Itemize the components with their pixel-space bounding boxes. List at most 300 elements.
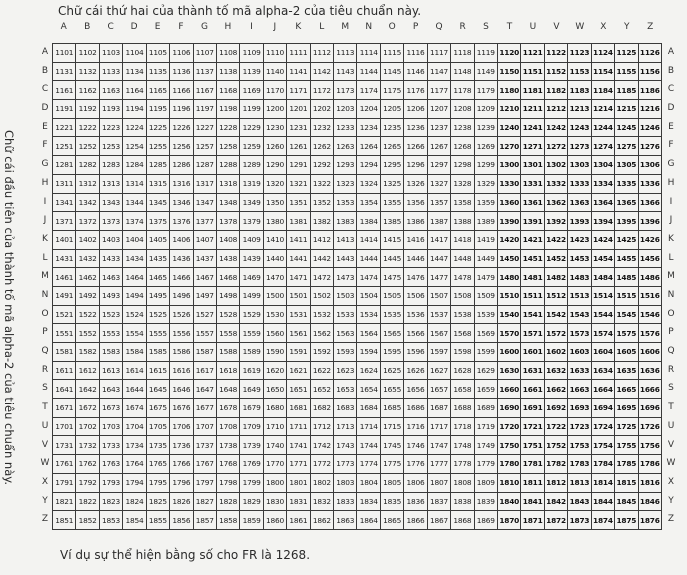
table-cell: 1345	[146, 193, 169, 212]
table-row	[53, 156, 662, 175]
table-cell: 1623	[334, 361, 357, 380]
table-cell: 1173	[334, 81, 357, 100]
table-cell: 1105	[146, 44, 169, 63]
table-row	[53, 62, 662, 81]
table-cell: 1176	[404, 81, 427, 100]
table-cell: 1203	[334, 100, 357, 119]
table-cell: 1477	[427, 268, 450, 287]
table-row	[53, 193, 662, 212]
table-cell: 1246	[638, 118, 661, 137]
table-cell: 1327	[427, 174, 450, 193]
table-cell: 1204	[357, 100, 380, 119]
table-cell: 1426	[638, 230, 661, 249]
table-cell: 1452	[544, 249, 567, 268]
row-header: R	[667, 364, 675, 375]
table-cell: 1392	[544, 212, 567, 231]
table-cell: 1738	[216, 436, 239, 455]
table-cell: 1299	[474, 156, 497, 175]
table-cell: 1852	[76, 511, 99, 530]
table-cell: 1225	[146, 118, 169, 137]
table-cell: 1571	[521, 324, 544, 343]
table-cell: 1602	[544, 343, 567, 362]
table-cell: 1535	[380, 305, 403, 324]
table-cell: 1536	[404, 305, 427, 324]
table-cell: 1555	[146, 324, 169, 343]
table-cell: 1691	[521, 399, 544, 418]
table-cell: 1281	[53, 156, 76, 175]
table-cell: 1465	[146, 268, 169, 287]
table-cell: 1480	[498, 268, 521, 287]
table-cell: 1782	[544, 455, 567, 474]
table-cell: 1110	[263, 44, 286, 63]
table-cell: 1416	[404, 230, 427, 249]
table-cell: 1541	[521, 305, 544, 324]
table-cell: 1586	[170, 343, 193, 362]
table-cell: 1633	[568, 361, 591, 380]
table-cell: 1473	[334, 268, 357, 287]
table-cell: 1794	[123, 473, 146, 492]
table-cell: 1845	[615, 492, 638, 511]
table-cell: 1166	[170, 81, 193, 100]
table-cell: 1359	[474, 193, 497, 212]
table-cell: 1393	[568, 212, 591, 231]
table-cell: 1133	[99, 62, 122, 81]
table-cell: 1805	[380, 473, 403, 492]
table-cell: 1732	[76, 436, 99, 455]
table-cell: 1791	[53, 473, 76, 492]
table-cell: 1706	[170, 417, 193, 436]
table-cell: 1371	[53, 212, 76, 231]
table-cell: 1754	[591, 436, 614, 455]
table-cell: 1707	[193, 417, 216, 436]
row-header: O	[667, 308, 675, 319]
table-cell: 1769	[240, 455, 263, 474]
table-cell: 1208	[451, 100, 474, 119]
table-cell: 1641	[53, 380, 76, 399]
table-row	[53, 118, 662, 137]
column-header: N	[365, 22, 373, 32]
table-cell: 1593	[334, 343, 357, 362]
table-cell: 1710	[263, 417, 286, 436]
table-cell: 1242	[544, 118, 567, 137]
table-row	[53, 212, 662, 231]
column-header: W	[575, 22, 585, 32]
table-cell: 1654	[357, 380, 380, 399]
table-cell: 1508	[451, 286, 474, 305]
table-cell: 1662	[544, 380, 567, 399]
table-cell: 1471	[287, 268, 310, 287]
table-cell: 1644	[123, 380, 146, 399]
table-cell: 1871	[521, 511, 544, 530]
table-cell: 1261	[287, 137, 310, 156]
table-cell: 1292	[310, 156, 333, 175]
table-cell: 1349	[240, 193, 263, 212]
table-cell: 1632	[544, 361, 567, 380]
row-header: N	[667, 290, 675, 300]
table-cell: 1642	[76, 380, 99, 399]
column-header: Y	[624, 22, 630, 32]
table-cell: 1378	[216, 212, 239, 231]
row-header: F	[42, 140, 48, 151]
table-cell: 1346	[170, 193, 193, 212]
table-cell: 1786	[638, 455, 661, 474]
table-cell: 1772	[310, 455, 333, 474]
table-cell: 1388	[451, 212, 474, 231]
table-cell: 1596	[404, 343, 427, 362]
table-cell: 1620	[263, 361, 286, 380]
table-cell: 1410	[263, 230, 286, 249]
table-cell: 1354	[357, 193, 380, 212]
table-cell: 1570	[498, 324, 521, 343]
table-cell: 1525	[146, 305, 169, 324]
table-cell: 1180	[498, 81, 521, 100]
row-header: P	[42, 327, 48, 338]
table-cell: 1495	[146, 286, 169, 305]
table-cell: 1139	[240, 62, 263, 81]
table-cell: 1701	[53, 417, 76, 436]
table-cell: 1255	[146, 137, 169, 156]
table-cell: 1478	[451, 268, 474, 287]
table-cell: 1316	[170, 174, 193, 193]
table-cell: 1506	[404, 286, 427, 305]
table-cell: 1178	[451, 81, 474, 100]
table-cell: 1624	[357, 361, 380, 380]
column-header: B	[84, 22, 91, 32]
table-cell: 1181	[521, 81, 544, 100]
table-cell: 1353	[334, 193, 357, 212]
table-cell: 1344	[123, 193, 146, 212]
table-cell: 1377	[193, 212, 216, 231]
table-cell: 1553	[99, 324, 122, 343]
table-cell: 1237	[427, 118, 450, 137]
row-header: K	[668, 233, 674, 244]
table-cell: 1582	[76, 343, 99, 362]
table-cell: 1656	[404, 380, 427, 399]
table-cell: 1212	[544, 100, 567, 119]
table-cell: 1834	[357, 492, 380, 511]
row-header: S	[42, 383, 48, 394]
table-cell: 1449	[474, 249, 497, 268]
table-cell: 1831	[287, 492, 310, 511]
table-cell: 1587	[193, 343, 216, 362]
table-cell: 1450	[498, 249, 521, 268]
table-cell: 1854	[123, 511, 146, 530]
table-cell: 1742	[310, 436, 333, 455]
table-cell: 1627	[427, 361, 450, 380]
table-cell: 1425	[615, 230, 638, 249]
table-cell: 1601	[521, 343, 544, 362]
table-cell: 1436	[170, 249, 193, 268]
table-cell: 1169	[240, 81, 263, 100]
table-cell: 1545	[615, 305, 638, 324]
table-cell: 1808	[451, 473, 474, 492]
table-cell: 1709	[240, 417, 263, 436]
table-cell: 1366	[638, 193, 661, 212]
row-header: V	[41, 439, 49, 450]
table-cell: 1382	[310, 212, 333, 231]
table-cell: 1335	[615, 174, 638, 193]
table-cell: 1843	[568, 492, 591, 511]
table-cell: 1856	[170, 511, 193, 530]
table-cell: 1618	[216, 361, 239, 380]
row-headers-right	[664, 43, 678, 529]
table-cell: 1165	[146, 81, 169, 100]
table-cell: 1781	[521, 455, 544, 474]
row-header: D	[41, 103, 49, 114]
table-cell: 1389	[474, 212, 497, 231]
row-header: G	[41, 159, 49, 170]
table-cell: 1496	[170, 286, 193, 305]
table-row	[53, 380, 662, 399]
table-cell: 1591	[287, 343, 310, 362]
table-row	[53, 100, 662, 119]
table-row	[53, 286, 662, 305]
table-cell: 1626	[404, 361, 427, 380]
table-cell: 1379	[240, 212, 263, 231]
column-header: M	[341, 22, 350, 32]
table-cell: 1300	[498, 156, 521, 175]
row-header: T	[42, 402, 48, 413]
table-cell: 1268	[451, 137, 474, 156]
column-header: A	[60, 22, 67, 32]
table-cell: 1575	[615, 324, 638, 343]
table-cell: 1263	[334, 137, 357, 156]
table-cell: 1114	[357, 44, 380, 63]
table-row	[53, 436, 662, 455]
table-row	[53, 174, 662, 193]
table-cell: 1592	[310, 343, 333, 362]
table-cell: 1543	[568, 305, 591, 324]
table-cell: 1558	[216, 324, 239, 343]
table-cell: 1734	[123, 436, 146, 455]
table-cell: 1809	[474, 473, 497, 492]
table-cell: 1695	[615, 399, 638, 418]
table-cell: 1283	[99, 156, 122, 175]
table-row	[53, 511, 662, 530]
table-cell: 1796	[170, 473, 193, 492]
column-header: C	[107, 22, 114, 32]
table-cell: 1538	[451, 305, 474, 324]
table-cell: 1515	[615, 286, 638, 305]
column-header: H	[224, 22, 232, 32]
table-cell: 1107	[193, 44, 216, 63]
table-cell: 1764	[123, 455, 146, 474]
table-cell: 1851	[53, 511, 76, 530]
table-cell: 1313	[99, 174, 122, 193]
table-cell: 1103	[99, 44, 122, 63]
table-cell: 1705	[146, 417, 169, 436]
row-header: N	[41, 290, 49, 300]
table-cell: 1403	[99, 230, 122, 249]
table-cell: 1724	[591, 417, 614, 436]
table-cell: 1776	[404, 455, 427, 474]
table-cell: 1824	[123, 492, 146, 511]
table-cell: 1149	[474, 62, 497, 81]
table-cell: 1467	[193, 268, 216, 287]
table-cell: 1835	[380, 492, 403, 511]
table-cell: 1696	[638, 399, 661, 418]
table-cell: 1839	[474, 492, 497, 511]
table-cell: 1343	[99, 193, 122, 212]
table-cell: 1451	[521, 249, 544, 268]
table-cell: 1386	[404, 212, 427, 231]
table-cell: 1567	[427, 324, 450, 343]
table-cell: 1503	[334, 286, 357, 305]
table-cell: 1302	[544, 156, 567, 175]
table-cell: 1229	[240, 118, 263, 137]
table-cell: 1272	[544, 137, 567, 156]
table-cell: 1529	[240, 305, 263, 324]
table-cell: 1120	[498, 44, 521, 63]
table-cell: 1534	[357, 305, 380, 324]
row-header: J	[669, 215, 673, 226]
table-cell: 1108	[216, 44, 239, 63]
table-cell: 1231	[287, 118, 310, 137]
table-cell: 1822	[76, 492, 99, 511]
table-cell: 1505	[380, 286, 403, 305]
table-cell: 1183	[568, 81, 591, 100]
table-cell: 1415	[380, 230, 403, 249]
table-cell: 1312	[76, 174, 99, 193]
table-cell: 1679	[240, 399, 263, 418]
table-cell: 1625	[380, 361, 403, 380]
table-cell: 1653	[334, 380, 357, 399]
table-cell: 1148	[451, 62, 474, 81]
table-cell: 1375	[146, 212, 169, 231]
table-cell: 1409	[240, 230, 263, 249]
table-cell: 1830	[263, 492, 286, 511]
table-cell: 1167	[193, 81, 216, 100]
table-cell: 1725	[615, 417, 638, 436]
row-header: Q	[667, 346, 675, 357]
table-cell: 1785	[615, 455, 638, 474]
table-cell: 1376	[170, 212, 193, 231]
table-cell: 1453	[568, 249, 591, 268]
table-cell: 1542	[544, 305, 567, 324]
table-cell: 1750	[498, 436, 521, 455]
table-cell: 1873	[568, 511, 591, 530]
row-header: U	[41, 420, 49, 431]
table-cell: 1464	[123, 268, 146, 287]
table-cell: 1407	[193, 230, 216, 249]
code-table	[52, 43, 662, 530]
table-cell: 1803	[334, 473, 357, 492]
table-cell: 1511	[521, 286, 544, 305]
table-cell: 1836	[404, 492, 427, 511]
table-cell: 1303	[568, 156, 591, 175]
row-header: C	[667, 84, 675, 95]
table-cell: 1605	[615, 343, 638, 362]
table-cell: 1109	[240, 44, 263, 63]
column-header: Z	[647, 22, 654, 32]
table-cell: 1563	[334, 324, 357, 343]
table-cell: 1564	[357, 324, 380, 343]
table-cell: 1631	[521, 361, 544, 380]
table-cell: 1118	[451, 44, 474, 63]
table-cell: 1228	[216, 118, 239, 137]
column-header: G	[201, 22, 208, 32]
row-header: M	[41, 271, 49, 282]
table-cell: 1521	[53, 305, 76, 324]
table-cell: 1262	[310, 137, 333, 156]
table-row	[53, 81, 662, 100]
row-header: H	[667, 177, 675, 188]
table-cell: 1784	[591, 455, 614, 474]
table-cell: 1357	[427, 193, 450, 212]
table-cell: 1395	[615, 212, 638, 231]
table-cell: 1870	[498, 511, 521, 530]
table-cell: 1171	[287, 81, 310, 100]
table-cell: 1704	[123, 417, 146, 436]
table-cell: 1243	[568, 118, 591, 137]
table-cell: 1143	[334, 62, 357, 81]
table-cell: 1444	[357, 249, 380, 268]
table-cell: 1282	[76, 156, 99, 175]
table-cell: 1141	[287, 62, 310, 81]
table-cell: 1588	[216, 343, 239, 362]
table-cell: 1813	[568, 473, 591, 492]
table-cell: 1483	[568, 268, 591, 287]
table-cell: 1491	[53, 286, 76, 305]
table-cell: 1271	[521, 137, 544, 156]
row-header: B	[667, 65, 675, 76]
table-cell: 1783	[568, 455, 591, 474]
table-cell: 1121	[521, 44, 544, 63]
table-cell: 1630	[498, 361, 521, 380]
table-cell: 1686	[404, 399, 427, 418]
table-cell: 1481	[521, 268, 544, 287]
table-cell: 1164	[123, 81, 146, 100]
table-cell: 1663	[568, 380, 591, 399]
table-cell: 1329	[474, 174, 497, 193]
table-cell: 1284	[123, 156, 146, 175]
table-cell: 1612	[76, 361, 99, 380]
table-cell: 1708	[216, 417, 239, 436]
table-row	[53, 324, 662, 343]
table-cell: 1485	[615, 268, 638, 287]
table-cell: 1539	[474, 305, 497, 324]
table-cell: 1291	[287, 156, 310, 175]
table-cell: 1689	[474, 399, 497, 418]
table-cell: 1355	[380, 193, 403, 212]
table-cell: 1276	[638, 137, 661, 156]
table-row	[53, 343, 662, 362]
table-cell: 1741	[287, 436, 310, 455]
row-header: T	[668, 402, 674, 413]
table-cell: 1119	[474, 44, 497, 63]
table-cell: 1721	[521, 417, 544, 436]
row-header: Y	[42, 495, 48, 506]
table-cell: 1806	[404, 473, 427, 492]
table-cell: 1168	[216, 81, 239, 100]
table-cell: 1301	[521, 156, 544, 175]
table-cell: 1636	[638, 361, 661, 380]
table-cell: 1257	[193, 137, 216, 156]
row-header: V	[667, 439, 675, 450]
table-cell: 1443	[334, 249, 357, 268]
table-cell: 1297	[427, 156, 450, 175]
table-cell: 1469	[240, 268, 263, 287]
table-cell: 1804	[357, 473, 380, 492]
row-header: M	[667, 271, 675, 282]
table-cell: 1323	[334, 174, 357, 193]
table-cell: 1862	[310, 511, 333, 530]
table-cell: 1617	[193, 361, 216, 380]
table-cell: 1336	[638, 174, 661, 193]
table-cell: 1860	[263, 511, 286, 530]
table-cell: 1660	[498, 380, 521, 399]
table-cell: 1387	[427, 212, 450, 231]
